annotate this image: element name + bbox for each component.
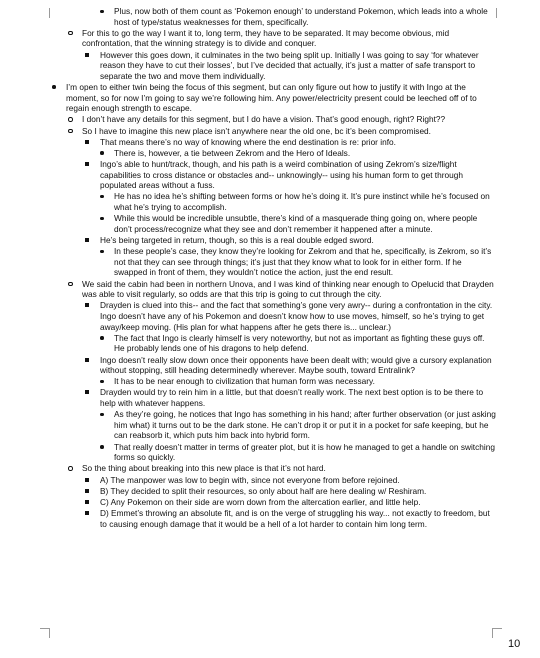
list-item: Drayden is clued into this-- and the fact that something’s gone very awry-- during a confrontation in the city. Ingo doesn’t have any of his Pokemon and doesn’t know how to use moves, himself, so he’s trying to get away/keep moving. (His plan for what happens after he gets there is... unclear.): [0, 300, 496, 332]
list-item: Plus, now both of them count as ‘Pokemon enough’ to understand Pokemon, which leads into a whole host of type/status weaknesses for them, specifically.: [0, 6, 496, 27]
bullet-dot-icon: [100, 250, 104, 254]
bullet-square-icon: [85, 511, 89, 515]
bullet-square-icon: [85, 238, 89, 242]
list-item: For this to go the way I want it to, long term, they have to be separated. It may become obvious, mid confrontation, that the winning strategy is to divide and conquer.: [0, 28, 500, 49]
list-item: Ingo’s able to hunt/track, though, and his path is a weird combination of using Zekrom’s size/flight capabilities to cross distance or obstacles and-- unknowingly-- using his human form to get through populated areas without a fuss.: [0, 159, 496, 191]
bullet-circle-icon: [68, 466, 73, 471]
list-item: However this goes down, it culminates in the two being split up. Initially I was going to say ‘for whatever reason they have to cut their losses’, but I’ve decided that actually, it’s just a matter of safe transport to separate the two and move them individually.: [0, 50, 496, 82]
list-item: So I have to imagine this new place isn’t anywhere near the old one, bc it’s been compromised.: [0, 126, 500, 137]
bullet-circle-icon: [68, 129, 73, 134]
list-item: B) They decided to split their resources, so only about half are here dealing w/ Reshiram.: [0, 486, 496, 497]
list-item: The fact that Ingo is clearly himself is very noteworthy, but not as important as fighting these guys off. He probably lends one of his dragons to help defend.: [0, 333, 496, 354]
bullet-square-icon: [85, 489, 89, 493]
bullet-square-icon: [85, 390, 89, 394]
list-item: There is, however, a tie between Zekrom and the Hero of Ideals.: [0, 148, 496, 159]
list-item: That really doesn’t matter in terms of greater plot, but it is how he managed to get a handle on switching forms so quickly.: [0, 442, 496, 463]
bullet-dot-icon: [100, 413, 104, 417]
bullet-square-icon: [85, 500, 89, 504]
list-item: That means there’s no way of knowing where the end destination is re: prior info.: [0, 137, 496, 148]
list-item: He’s being targeted in return, though, so this is a real double edged sword.: [0, 235, 496, 246]
list-item: So the thing about breaking into this new place is that it’s not hard.: [0, 463, 500, 474]
bullet-circle-icon: [68, 282, 73, 287]
list-item: He has no idea he’s shifting between forms or how he’s doing it. It’s pure instinct while he’s focused on what he’s trying to accomplish.: [0, 191, 496, 212]
bullet-dot-icon: [100, 336, 104, 340]
list-item: D) Emmet’s throwing an absolute fit, and is on the verge of struggling his way... not exactly to freedom, but to causing enough damage that it would be a hell of a lot harder to contain him long term.: [0, 508, 496, 529]
list-item: Drayden would try to rein him in a little, but that doesn’t really work. The next best option is to be there to help with whatever happens.: [0, 387, 496, 408]
bullet-square-icon: [85, 358, 89, 362]
bullet-dot-icon: [100, 10, 104, 14]
list-item: It has to be near enough to civilization that human form was necessary.: [0, 376, 496, 387]
bullet-circle-icon: [68, 117, 73, 122]
bullet-square-icon: [85, 303, 89, 307]
bullet-square-icon: [85, 162, 89, 166]
page-number: 10: [508, 638, 521, 650]
bullet-square-icon: [85, 140, 89, 144]
list-item: Ingo doesn’t really slow down once their opponents have been dealt with; would give a cursory explanation without stopping, still heading determinedly wherever. Maybe south, toward Entralink?: [0, 355, 496, 376]
crop-mark-bottom-right: [492, 628, 502, 638]
bullet-dot-icon: [52, 85, 56, 89]
bullet-circle-icon: [68, 31, 73, 36]
crop-mark-bottom-left: [40, 628, 50, 638]
bullet-dot-icon: [100, 195, 104, 199]
bullet-square-icon: [85, 53, 89, 57]
bullet-dot-icon: [100, 151, 104, 155]
list-item: I don’t have any details for this segment, but I do have a vision. That’s good enough, right? Right??: [0, 114, 500, 125]
bullet-square-icon: [85, 478, 89, 482]
bullet-dot-icon: [100, 380, 104, 384]
bullet-dot-icon: [100, 217, 104, 221]
list-item: We said the cabin had been in northern Unova, and I was kind of thinking near enough to Opelucid that Drayden was able to visit regularly, so odds are that this trip is going to cut through the city.: [0, 279, 500, 300]
list-item: As they’re going, he notices that Ingo has something in his hand; after further observation (or just asking him what) it turns out to be the dark stone. He can’t drop it or put it in a pocket for safe keeping, but he can reabsorb it, which puts him back into hybrid form.: [0, 409, 496, 441]
list-item: In these people’s case, they know they’re looking for Zekrom and that he, specifically, is Zekrom, so it’s not that they can see through things; it’s just that they know what to look for in either form. If he swapped in front of them, they wouldn’t notice the action, just the end result.: [0, 246, 496, 278]
document-body: [0, 6, 540, 530]
list-item: While this would be incredible unsubtle, there’s kind of a masquerade thing going on, where people don’t process/recognize what they see and don’t remember it happened after a minute.: [0, 213, 496, 234]
list-item: C) Any Pokemon on their side are worn down from the altercation earlier, and little help.: [0, 497, 496, 508]
bullet-dot-icon: [100, 445, 104, 449]
list-item: A) The manpower was low to begin with, since not everyone from before rejoined.: [0, 475, 496, 486]
list-item: I’m open to either twin being the focus of this segment, but can only figure out how to justify it with Ingo at the moment, so for now I’m going to say we’re following him. Any power/electricity present could be leeched off of to regain enough strength to escape.: [0, 82, 500, 114]
